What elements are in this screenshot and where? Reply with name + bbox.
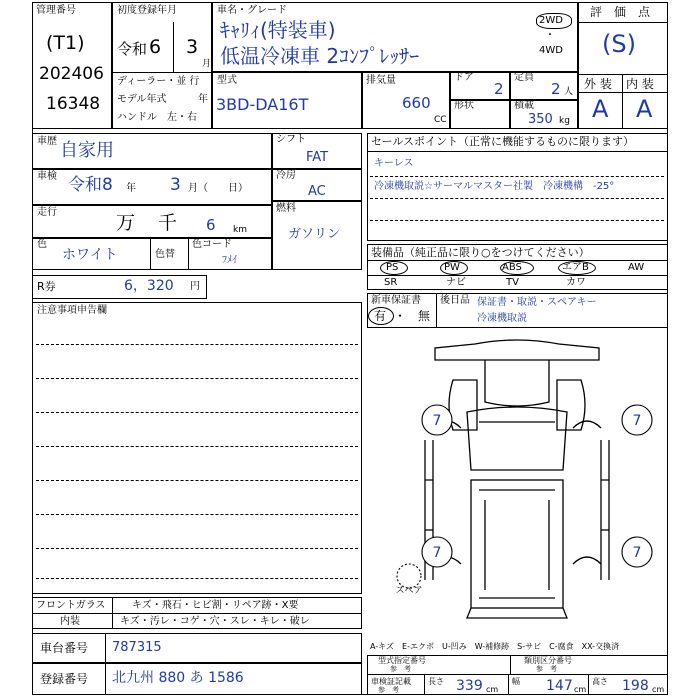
height-label: 高さ [592, 677, 608, 686]
tire-label-fl: 7 [432, 413, 442, 429]
first-reg-divider [173, 22, 174, 72]
first-reg-year: 6 [149, 36, 162, 58]
length-label: 長さ [428, 677, 444, 686]
mileage-sen: 千 [158, 212, 178, 234]
color-div2 [188, 238, 189, 270]
equip-sr: SR [384, 277, 398, 288]
displacement: 660 [402, 94, 431, 112]
model-year-label: モデル年式 [117, 94, 167, 105]
selling-line [370, 176, 664, 177]
warranty-yes: 有 [374, 309, 387, 323]
mgmt-label: 管理番号 [36, 5, 76, 16]
inspection-label: 車検 [37, 171, 57, 182]
notes-box [32, 302, 362, 594]
door-label: ドア [454, 72, 474, 83]
fuel-label: 燃料 [276, 203, 296, 214]
equip-tv: TV [506, 277, 519, 288]
equip-leather: カワ [566, 277, 586, 288]
model-type: 3BD-DA16T [216, 95, 309, 114]
drive-2wd: 2WD [539, 15, 563, 26]
car-name-line1: ｷｬﾘｨ(特装車) [220, 18, 336, 42]
car-name-label: 車名・グレード [217, 5, 287, 16]
load-label: 積載 [514, 100, 534, 111]
model-year-unit: 年 [198, 94, 208, 105]
recycle-box [32, 275, 207, 299]
eval-divider [578, 22, 668, 23]
load: 350 [528, 112, 553, 127]
notes-label: 注意事項申告欄 [37, 305, 107, 316]
shift-label: シフト [276, 134, 306, 145]
after-line1: 保証書・取説・スペアキー [477, 297, 597, 308]
eval-vdiv [622, 74, 623, 129]
capacity: 2 [551, 80, 561, 98]
mgmt-code: (T1) [46, 32, 85, 54]
drive-4wd: 4WD [539, 45, 563, 56]
notes-line [36, 412, 358, 413]
tire-label-fr: 7 [632, 413, 642, 429]
selling-line [370, 198, 664, 199]
equipment-label: 装備品（純正品に限り○をつけてください） [371, 246, 590, 259]
first-reg-month-unit: 月 [202, 59, 212, 69]
color-div1 [150, 238, 151, 270]
category-label: 類別区分番号 [524, 656, 572, 665]
eval-divider2 [578, 74, 668, 75]
doors: 2 [494, 80, 504, 98]
history: 自家用 [60, 140, 114, 161]
spare-tire-mark [397, 564, 421, 588]
car-name-line2: 低温冷凍車 2ｺﾝﾌﾟﾚｯｻｰ [220, 44, 420, 68]
first-reg-label: 初度登録年月 [117, 5, 177, 16]
mileage-label: 走行 [37, 207, 57, 218]
first-reg-box [112, 2, 212, 129]
first-reg-month: 3 [186, 36, 199, 58]
inspection-month-unit: 月（ 日） [188, 183, 248, 194]
selling-label: セールスポイント（正常に機能するものに限ります） [371, 135, 635, 148]
color-label: 色 [37, 239, 47, 250]
width: 147 [546, 678, 573, 694]
chassis-div [105, 633, 106, 663]
notes-line [36, 548, 358, 549]
plate: 北九州 880 あ 1586 [112, 670, 244, 686]
warranty-div [436, 293, 437, 328]
kg-unit: kg [559, 116, 570, 126]
glass-divider [32, 613, 362, 614]
model-type-label: 型式 [217, 75, 237, 86]
after-line2: 冷凍機取説 [477, 313, 527, 324]
equip-pw: PW [444, 262, 460, 273]
spare-label: スペア [395, 586, 423, 596]
interior-text: キズ・汚レ・コゲ・穴・スレ・キレ・破レ [120, 616, 310, 627]
warranty-label: 新車保証書 [371, 295, 421, 306]
mgmt-num2: 16348 [46, 94, 101, 114]
front-glass-text: キズ・飛石・ヒビ割・リペア跡・X要 [132, 600, 299, 611]
interior-glass-label: 内装 [60, 616, 80, 627]
mileage-value: 6 [206, 216, 216, 234]
ac-label: 冷房 [276, 170, 296, 181]
exterior-grade: A [592, 95, 609, 123]
inspection-year-unit: 年 [126, 183, 136, 194]
equip-aw: AW [628, 262, 645, 273]
warranty-dot: ・ [394, 309, 407, 323]
equip-ps: PS [386, 262, 399, 273]
equipment-divider2 [367, 275, 668, 276]
inspection-era: 令和8 [68, 175, 113, 195]
glass-vdiv [112, 597, 113, 629]
yen-unit: 円 [190, 281, 200, 292]
after-label: 後日品 [440, 295, 470, 306]
ac: AC [308, 184, 326, 199]
tire-label-rr: 7 [632, 545, 642, 561]
eval-divider3 [578, 92, 668, 93]
warranty-no: 無 [418, 309, 431, 323]
notes-line [36, 344, 358, 345]
notes-line [36, 480, 358, 481]
displacement-label: 排気量 [366, 75, 396, 86]
mgmt-num1: 202406 [39, 64, 104, 84]
selling-divider [367, 151, 668, 152]
plate-label: 登録番号 [40, 672, 89, 686]
chassis-label: 車台番号 [40, 641, 89, 655]
recycle-amount: 6，320 [124, 278, 174, 294]
type-spec-label: 型式指定番号 [378, 656, 426, 665]
color-code-label: 色コード [192, 239, 232, 250]
notes-line [36, 578, 358, 579]
width-unit: cm [574, 685, 587, 694]
eval-label: 評 価 点 [590, 5, 651, 19]
cert-label: 車検証記載 [371, 677, 411, 686]
car-diagram [367, 330, 668, 630]
notes-line [36, 378, 358, 379]
km-unit: km [233, 225, 247, 235]
chassis: 787315 [112, 640, 162, 655]
damage-legend: A-キズ E-エクボ U-凹み W-補修跡 S-サビ C-腐食 XX-交換済 [370, 642, 620, 651]
length-unit: cm [486, 685, 499, 694]
equip-abs: ABS [502, 262, 522, 273]
inspection-month: 3 [170, 175, 181, 195]
mileage-man: 万 [116, 212, 136, 234]
interior-grade: A [636, 95, 653, 123]
cc-unit: CC [434, 115, 447, 125]
first-reg-divider-h [112, 72, 212, 73]
selling-line2: 冷凍機取説☆サーマルマスター社製 冷凍機構 -25° [374, 181, 615, 192]
spec-vdiv [510, 655, 511, 674]
cert-ref: 参 考 [378, 686, 399, 694]
cert-div [424, 674, 425, 695]
recycle-label: R券 [37, 280, 56, 293]
dealer-label: ディーラー・並 行 [117, 76, 200, 87]
front-glass-label: フロントガラス [36, 600, 106, 611]
capacity-label: 定員 [514, 72, 534, 83]
selling-line1: キーレス [374, 158, 414, 169]
color: ホワイト [62, 247, 118, 263]
notes-line [36, 514, 358, 515]
plate-div [105, 663, 106, 695]
category-ref: 参 考 [536, 665, 557, 673]
interior-label: 内 装 [626, 77, 654, 91]
shape-label: 形状 [454, 100, 474, 111]
exterior-label: 外 装 [584, 77, 612, 91]
color-change-label: 色替 [155, 249, 175, 260]
height-div [588, 674, 589, 695]
length: 339 [456, 678, 483, 694]
fuel: ガソリン [288, 227, 341, 242]
spec-divider [367, 674, 668, 675]
color-code: ﾌﾒｲ [222, 255, 237, 266]
height-unit: cm [652, 685, 665, 694]
history-label: 車歴 [37, 136, 57, 147]
width-div [508, 674, 509, 695]
equip-navi: ナビ [446, 277, 466, 288]
person-unit: 人 [564, 87, 574, 97]
equip-airbag: エアB [562, 262, 589, 273]
drive-dot: ・ [545, 30, 555, 41]
tire-label-rl: 7 [432, 545, 442, 561]
type-spec-ref: 参 考 [390, 665, 411, 673]
width-label: 幅 [512, 677, 520, 686]
height: 198 [622, 678, 649, 694]
shift: FAT [306, 150, 329, 165]
handle-label: ハンドル 左・右 [117, 112, 197, 123]
first-reg-era: 令和 [117, 40, 148, 58]
eval-score: (S) [602, 30, 636, 58]
notes-line [36, 446, 358, 447]
selling-line [370, 220, 664, 221]
